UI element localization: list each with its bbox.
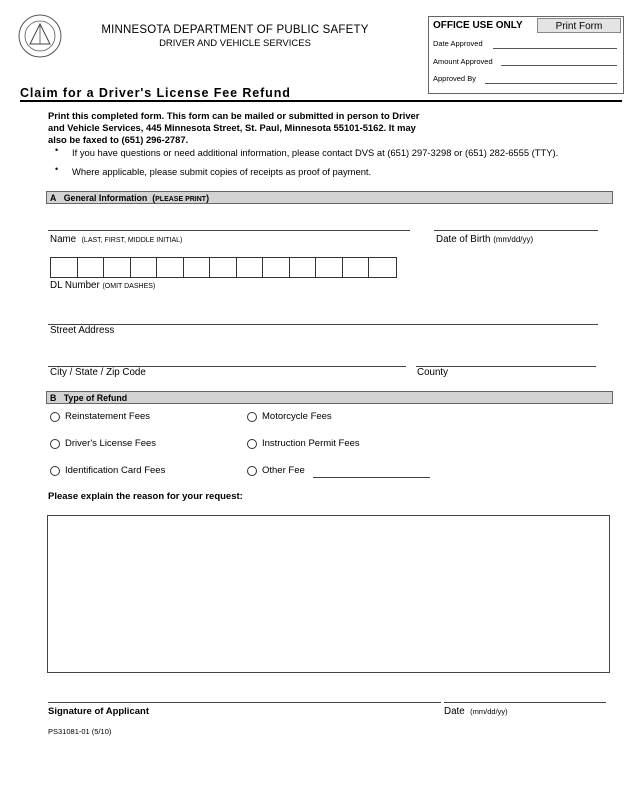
form-title: Claim for a Driver's License Fee Refund	[20, 86, 291, 100]
section-letter: B	[50, 393, 57, 403]
radio-circle-icon[interactable]	[50, 439, 60, 449]
dl-digit-box[interactable]	[210, 258, 237, 277]
title-divider	[20, 100, 622, 102]
print-form-button[interactable]: Print Form	[537, 18, 621, 33]
office-use-box	[428, 16, 624, 94]
date-approved-field[interactable]	[493, 48, 617, 49]
city-state-zip-label: City / State / Zip Code	[50, 367, 146, 378]
street-address-label: Street Address	[50, 325, 115, 336]
radio-other-fee[interactable]: Other Fee	[247, 465, 305, 476]
form-number: PS31081-01 (5/10)	[48, 727, 112, 736]
signature-date-field[interactable]	[444, 702, 606, 703]
signature-label: Signature of Applicant	[48, 706, 149, 717]
bullet-text: If you have questions or need additional information, please contact DVS at (651) 297-3298 or (651) 282-6555 (TTY).	[72, 147, 559, 158]
instruction-bullet-1	[55, 145, 559, 158]
dl-digit-box[interactable]	[237, 258, 264, 277]
bullet-text: Where applicable, please submit copies of receipts as proof of payment.	[72, 166, 372, 177]
signature-field[interactable]	[48, 702, 441, 703]
dl-number-label: DL Number (OMIT DASHES)	[50, 280, 156, 291]
state-seal-logo	[18, 14, 62, 58]
dl-digit-box[interactable]	[343, 258, 370, 277]
amount-approved-label: Amount Approved	[433, 57, 493, 66]
street-address-field[interactable]	[48, 324, 598, 325]
radio-circle-icon[interactable]	[247, 466, 257, 476]
section-title: Type of Refund	[63, 393, 128, 403]
instruction-bullet-2	[55, 164, 372, 177]
dl-digit-box[interactable]	[157, 258, 184, 277]
office-use-title: OFFICE USE ONLY	[433, 20, 523, 31]
radio-drivers-license-fees[interactable]: Driver's License Fees	[50, 438, 156, 449]
radio-reinstatement-fees[interactable]: Reinstatement Fees	[50, 411, 150, 422]
dl-digit-box[interactable]	[131, 258, 158, 277]
county-label: County	[417, 367, 449, 378]
explain-textarea[interactable]	[47, 515, 610, 673]
radio-circle-icon[interactable]	[50, 412, 60, 422]
dl-digit-box[interactable]	[316, 258, 343, 277]
date-approved-label: Date Approved	[433, 39, 483, 48]
bullet-icon: •	[55, 145, 59, 155]
amount-approved-field[interactable]	[501, 65, 617, 66]
signature-date-label: Date (mm/dd/yy)	[444, 706, 508, 717]
radio-instruction-permit-fees[interactable]: Instruction Permit Fees	[247, 438, 360, 449]
section-b-header	[46, 391, 613, 404]
department-name: MINNESOTA DEPARTMENT OF PUBLIC SAFETY	[101, 24, 369, 36]
date-of-birth-field[interactable]	[434, 230, 598, 231]
radio-motorcycle-fees[interactable]: Motorcycle Fees	[247, 411, 332, 422]
bullet-icon: •	[55, 164, 59, 174]
dl-digit-box[interactable]	[290, 258, 317, 277]
section-a-header: A General Information (PLEASE PRINT)	[46, 191, 613, 204]
instructions-main: Print this completed form. This form can be mailed or submitted in person to Driver and Vehicle Services, 445 Minnesota Street, St. Paul, Minnesota 55101-5162. It may also be faxed to (651) 296-2787.	[48, 110, 420, 145]
section-letter: A	[50, 193, 57, 203]
other-fee-field[interactable]	[313, 477, 430, 478]
approved-by-field[interactable]	[485, 83, 617, 84]
dl-digit-box[interactable]	[369, 258, 396, 277]
section-note: PLEASE PRINT	[155, 196, 207, 203]
dl-digit-box[interactable]	[51, 258, 78, 277]
date-of-birth-label: Date of Birth (mm/dd/yy)	[436, 234, 534, 245]
radio-circle-icon[interactable]	[247, 439, 257, 449]
dl-digit-box[interactable]	[104, 258, 131, 277]
radio-identification-card-fees[interactable]: Identification Card Fees	[50, 465, 165, 476]
radio-circle-icon[interactable]	[247, 412, 257, 422]
division-name: DRIVER AND VEHICLE SERVICES	[159, 38, 311, 49]
explain-label: Please explain the reason for your request:	[48, 491, 243, 502]
dl-digit-box[interactable]	[184, 258, 211, 277]
name-field[interactable]	[48, 230, 410, 231]
section-title: General Information	[63, 193, 148, 203]
dl-number-boxes[interactable]	[50, 257, 397, 278]
dl-digit-box[interactable]	[78, 258, 105, 277]
name-label: Name (LAST, FIRST, MIDDLE INITIAL)	[50, 234, 183, 245]
radio-circle-icon[interactable]	[50, 466, 60, 476]
dl-digit-box[interactable]	[263, 258, 290, 277]
approved-by-label: Approved By	[433, 74, 476, 83]
